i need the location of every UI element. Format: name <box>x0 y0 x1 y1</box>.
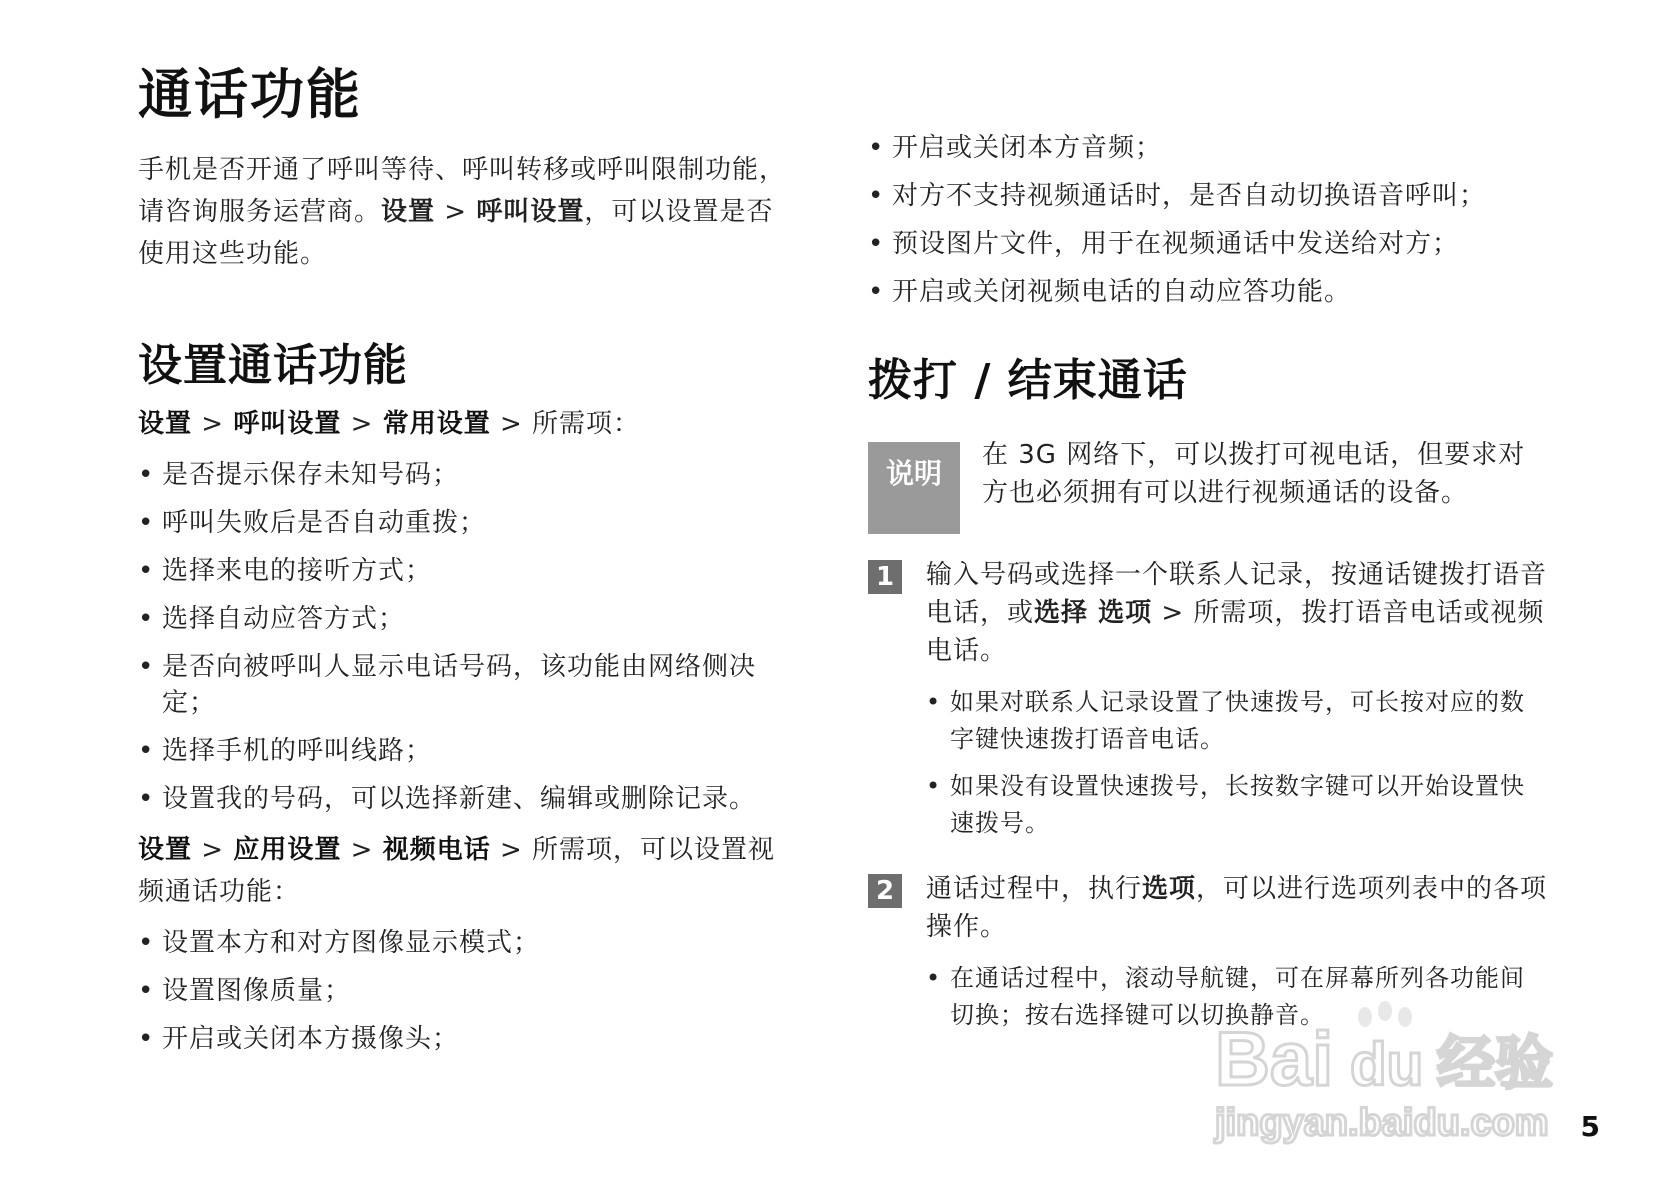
watermark-url: jingyan.baidu.com <box>1215 1102 1549 1144</box>
path-tail: > 所需项，可以设置视频通话功能： <box>138 835 776 907</box>
menu-call-settings: 呼叫设置 <box>476 197 585 227</box>
sub-item: • 如果对联系人记录设置了快速拨号，可长按对应的数字键快速拨打语音电话。 <box>926 684 1548 758</box>
sub-item: • 如果没有设置快速拨号，长按数字键可以开始设置快速拨号。 <box>926 768 1548 842</box>
list-item: • 对方不支持视频通话时，是否自动切换语音呼叫； <box>868 178 1548 214</box>
list-item: • 是否提示保存未知号码； <box>138 457 798 493</box>
path-tail: > 所需项： <box>490 409 641 439</box>
path-item: 呼叫设置 <box>233 409 342 439</box>
step-text-part: > 所需项，拨打语音电话或视频电话。 <box>926 598 1545 666</box>
list-item: • 是否向被呼叫人显示电话号码，该功能由网络侧决定； <box>138 649 798 721</box>
step-body <box>926 556 1548 852</box>
common-settings-list <box>138 457 798 817</box>
page-title: 通话功能 <box>138 63 362 126</box>
list-item: • 设置图像质量； <box>138 973 798 1009</box>
separator: > <box>192 409 234 439</box>
step-text <box>926 870 1548 946</box>
video-settings-list-continued <box>868 130 1548 310</box>
menu-path-common <box>138 403 798 445</box>
intro-paragraph <box>138 149 798 275</box>
path-item: 设置 <box>138 409 193 439</box>
section-title-dial: 拨打 / 结束通话 <box>868 355 1188 406</box>
step-text <box>926 556 1548 670</box>
intro-tail: ，可以设置是否使用这些功能。 <box>138 197 774 269</box>
step-number: 1 <box>868 560 902 594</box>
note-box <box>868 442 1548 534</box>
note-badge: 说明 <box>868 442 960 534</box>
step-text-part: 通话过程中，执行 <box>926 874 1143 904</box>
menu-options: 选择 选项 <box>1034 598 1153 628</box>
step-text-part: 输入号码或选择一个联系人记录，按通话键拨打语音电话，或 <box>926 560 1548 628</box>
list-item: • 设置本方和对方图像显示模式； <box>138 925 798 961</box>
step-1 <box>868 556 1548 852</box>
video-settings-list <box>138 925 798 1057</box>
separator: > <box>341 409 383 439</box>
step-text-part: ，可以进行选项列表中的各项操作。 <box>926 874 1548 942</box>
menu-path-video <box>138 829 798 913</box>
separator: > <box>435 197 477 227</box>
list-item: • 选择手机的呼叫线路； <box>138 733 798 769</box>
menu-settings: 设置 <box>381 197 436 227</box>
list-item: • 开启或关闭本方音频； <box>868 130 1548 166</box>
separator: > <box>192 835 234 865</box>
menu-options: 选项 <box>1142 874 1197 904</box>
sub-item: • 在通话过程中，滚动导航键，可在屏幕所列各功能间切换；按右选择键可以切换静音。 <box>926 960 1548 1034</box>
watermark-brand: Bai <box>1215 1017 1334 1102</box>
list-item: • 选择来电的接听方式； <box>138 553 798 589</box>
intro-text: 手机是否开通了呼叫等待、呼叫转移或呼叫限制功能，请咨询服务运营商。 <box>138 155 787 227</box>
list-item: • 选择自动应答方式； <box>138 601 798 637</box>
list-item: • 预设图片文件，用于在视频通话中发送给对方； <box>868 226 1548 262</box>
watermark-jingyan: 经验 <box>1437 1029 1554 1097</box>
list-item: • 呼叫失败后是否自动重拨； <box>138 505 798 541</box>
path-item: 常用设置 <box>382 409 491 439</box>
path-item: 设置 <box>138 835 193 865</box>
right-column <box>868 130 1548 1044</box>
list-item: • 开启或关闭本方摄像头； <box>138 1021 798 1057</box>
step-number: 2 <box>868 874 902 908</box>
page-number: 5 <box>1580 1110 1600 1143</box>
path-item: 应用设置 <box>233 835 342 865</box>
separator: > <box>341 835 383 865</box>
list-item: • 设置我的号码，可以选择新建、编辑或删除记录。 <box>138 781 798 817</box>
path-item: 视频电话 <box>382 835 491 865</box>
baidu-jingyan-watermark <box>1205 995 1585 1145</box>
watermark-paw: du <box>1350 1031 1424 1098</box>
paw-icon <box>1358 1001 1412 1027</box>
list-item: • 开启或关闭视频电话的自动应答功能。 <box>868 274 1548 310</box>
note-text: 在 3G 网络下，可以拨打可视电话，但要求对方也必须拥有可以进行视频通话的设备。 <box>982 440 1526 508</box>
left-column <box>138 52 798 1069</box>
section-title-call-settings: 设置通话功能 <box>138 340 408 391</box>
step-sub-list <box>926 684 1548 842</box>
